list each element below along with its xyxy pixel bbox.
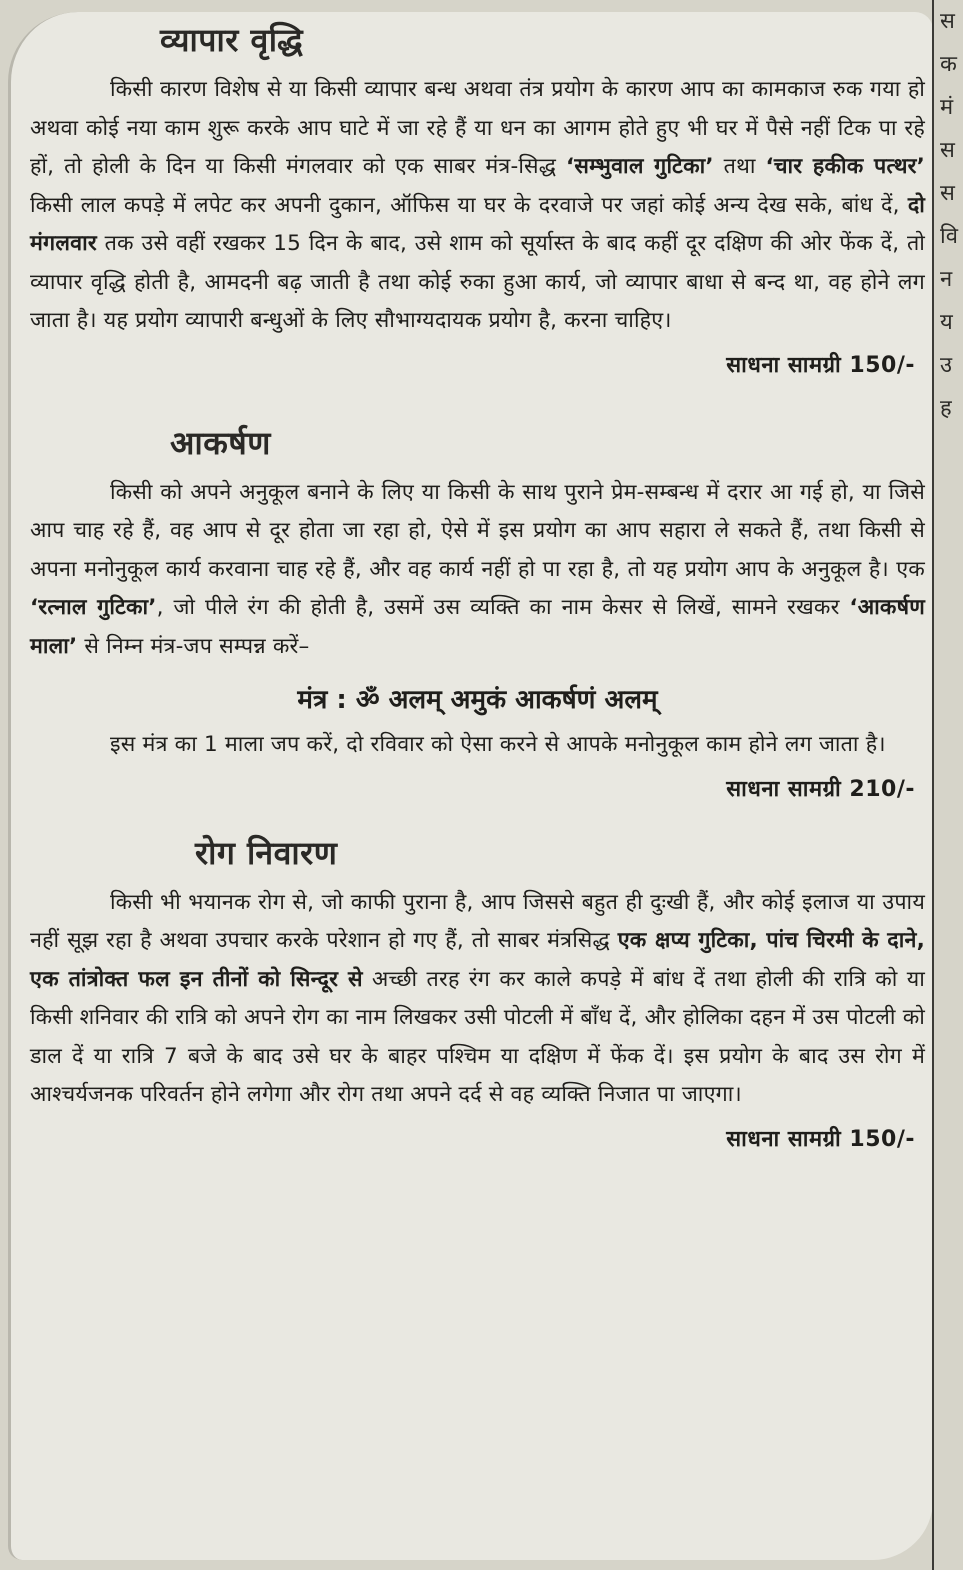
section-paragraph: इस मंत्र का 1 माला जप करें, दो रविवार को ऐसा करने से आपके मनोनुकूल काम होने लग जाता है। xyxy=(110,732,886,757)
section-heading: आकर्षण xyxy=(170,423,271,462)
sadhana-price: साधना सामग्री 210/- xyxy=(726,776,915,802)
column-divider xyxy=(932,0,934,1570)
section-paragraph xyxy=(30,71,925,341)
margin-letter: उ xyxy=(940,353,953,378)
bold-run: दो मंगलवार xyxy=(30,192,925,256)
sadhana-price: साधना सामग्री 150/- xyxy=(726,352,915,378)
section-vyapar-vriddhi xyxy=(30,18,925,379)
margin-letter: मं xyxy=(940,95,954,120)
bold-run: ‘आकर्षण माला’ xyxy=(30,595,925,659)
text-run: से निम्न मंत्र-जप सम्पन्न करें– xyxy=(77,633,310,659)
margin-letter: वि xyxy=(940,224,958,249)
margin-letter: न xyxy=(940,267,953,292)
adjacent-column-fragment xyxy=(940,0,963,1570)
margin-letter: स xyxy=(940,9,955,34)
article-body xyxy=(30,10,925,1153)
text-run: किसी लाल कपड़े में लपेट कर अपनी दुकान, ऑफिस या घर के दरवाजे पर जहां कोई अन्य देख सके, बांध दें, xyxy=(30,192,908,218)
bold-run: ‘रत्नाल गुटिका’ xyxy=(30,595,157,620)
text-run: , जो पीले रंग की होती है, उसमें उस व्यक्ति का नाम केसर से लिखें, सामने रखकर xyxy=(156,595,850,620)
text-run: अच्छी तरह रंग कर काले कपड़े में बांध दें तथा होली की रात्रि को या किसी शनिवार की रात्रि को अपने रोग का नाम लिखकर उसी पोटली में बाँध दें, और होलिका दहन में उस पोटली को डाल दें या रात्रि 7 बजे के बाद उसे घर के बाहर पश्चिम या दक्षिण में फेंक दें। इस प्रयोग के बाद उस रोग में आश्चर्यजनक परिवर्तन होने लगेगा और रोग तथा अपने दर्द से वह व्यक्ति निजात पा जाएगा। xyxy=(30,966,926,1107)
section-paragraph xyxy=(30,474,925,667)
text-run: तथा xyxy=(713,154,766,179)
section-heading: व्यापार वृद्धि xyxy=(160,21,304,59)
margin-letter: ह xyxy=(940,396,952,421)
text-run: किसी भी भयानक रोग से, जो काफी पुराना है, आप जिससे बहुत ही दुःखी हैं, और कोई इलाज या उपाय नहीं सूझ रहा है अथवा उपचार करके परेशान हो गए हैं, तो साबर मंत्रसिद्ध xyxy=(30,889,925,953)
section-paragraph xyxy=(30,884,925,1115)
section-rog-nivaran xyxy=(30,831,925,1153)
text-run: किसी को अपने अनुकूल बनाने के लिए या किसी के साथ पुराने प्रेम-सम्बन्ध में दरार आ गई हो, या जिसे आप चाह रहे हैं, वह आप से दूर होता जा रहा हो, ऐसे में इस प्रयोग का आप सहारा ले सकते हैं, तथा किसी से अपना मनोनुकूल कार्य करवाना चाह रहे हैं, और वह कार्य नहीं हो पा रहा है, तो यह प्रयोग आप के अनुकूल है। एक xyxy=(30,479,925,582)
sadhana-price: साधना सामग्री 150/- xyxy=(726,1126,915,1152)
margin-letter: स xyxy=(940,181,955,206)
bold-run: ‘सम्भुवाल गुटिका’ xyxy=(566,154,714,179)
margin-letter: य xyxy=(940,310,953,335)
section-heading: रोग निवारण xyxy=(195,833,338,872)
margin-letter: क xyxy=(940,52,957,77)
bold-run: एक क्षप्य गुटिका, पांच चिरमी के दाने, एक तांत्रोक्त फल इन तीनों को सिन्दूर से xyxy=(30,928,925,992)
mantra-line: मंत्र : ॐ अलम् अमुकं आकर्षणं अलम् xyxy=(297,685,658,715)
margin-letter: स xyxy=(940,138,955,163)
text-run: किसी कारण विशेष से या किसी व्यापार बन्ध अथवा तंत्र प्रयोग के कारण आप का कामकाज रुक गया हो अथवा कोई नया काम शुरू करके आप घाटे में जा रहे हैं या धन का आगम होते हुए भी घर में पैसे नहीं टिक पा रहे हों, तो होली के दिन या किसी मंगलवार को एक साबर मंत्र-सिद्ध xyxy=(30,77,925,179)
section-akarshan xyxy=(30,421,925,803)
text-run: तक उसे वहीं रखकर 15 दिन के बाद, उसे शाम को सूर्यास्त के बाद कहीं दूर दक्षिण की ओर फेंक दें, तो व्यापार वृद्धि होती है, आमदनी बढ़ जाती है तथा कोई रुका हुआ कार्य, जो व्यापार बाधा से बन्द था, वह होने लग जाता है। यह प्रयोग व्यापारी बन्धुओं के लिए सौभाग्यदायक प्रयोग है, करना चाहिए। xyxy=(30,231,925,333)
bold-run: ‘चार हकीक पत्थर’ xyxy=(765,154,926,179)
